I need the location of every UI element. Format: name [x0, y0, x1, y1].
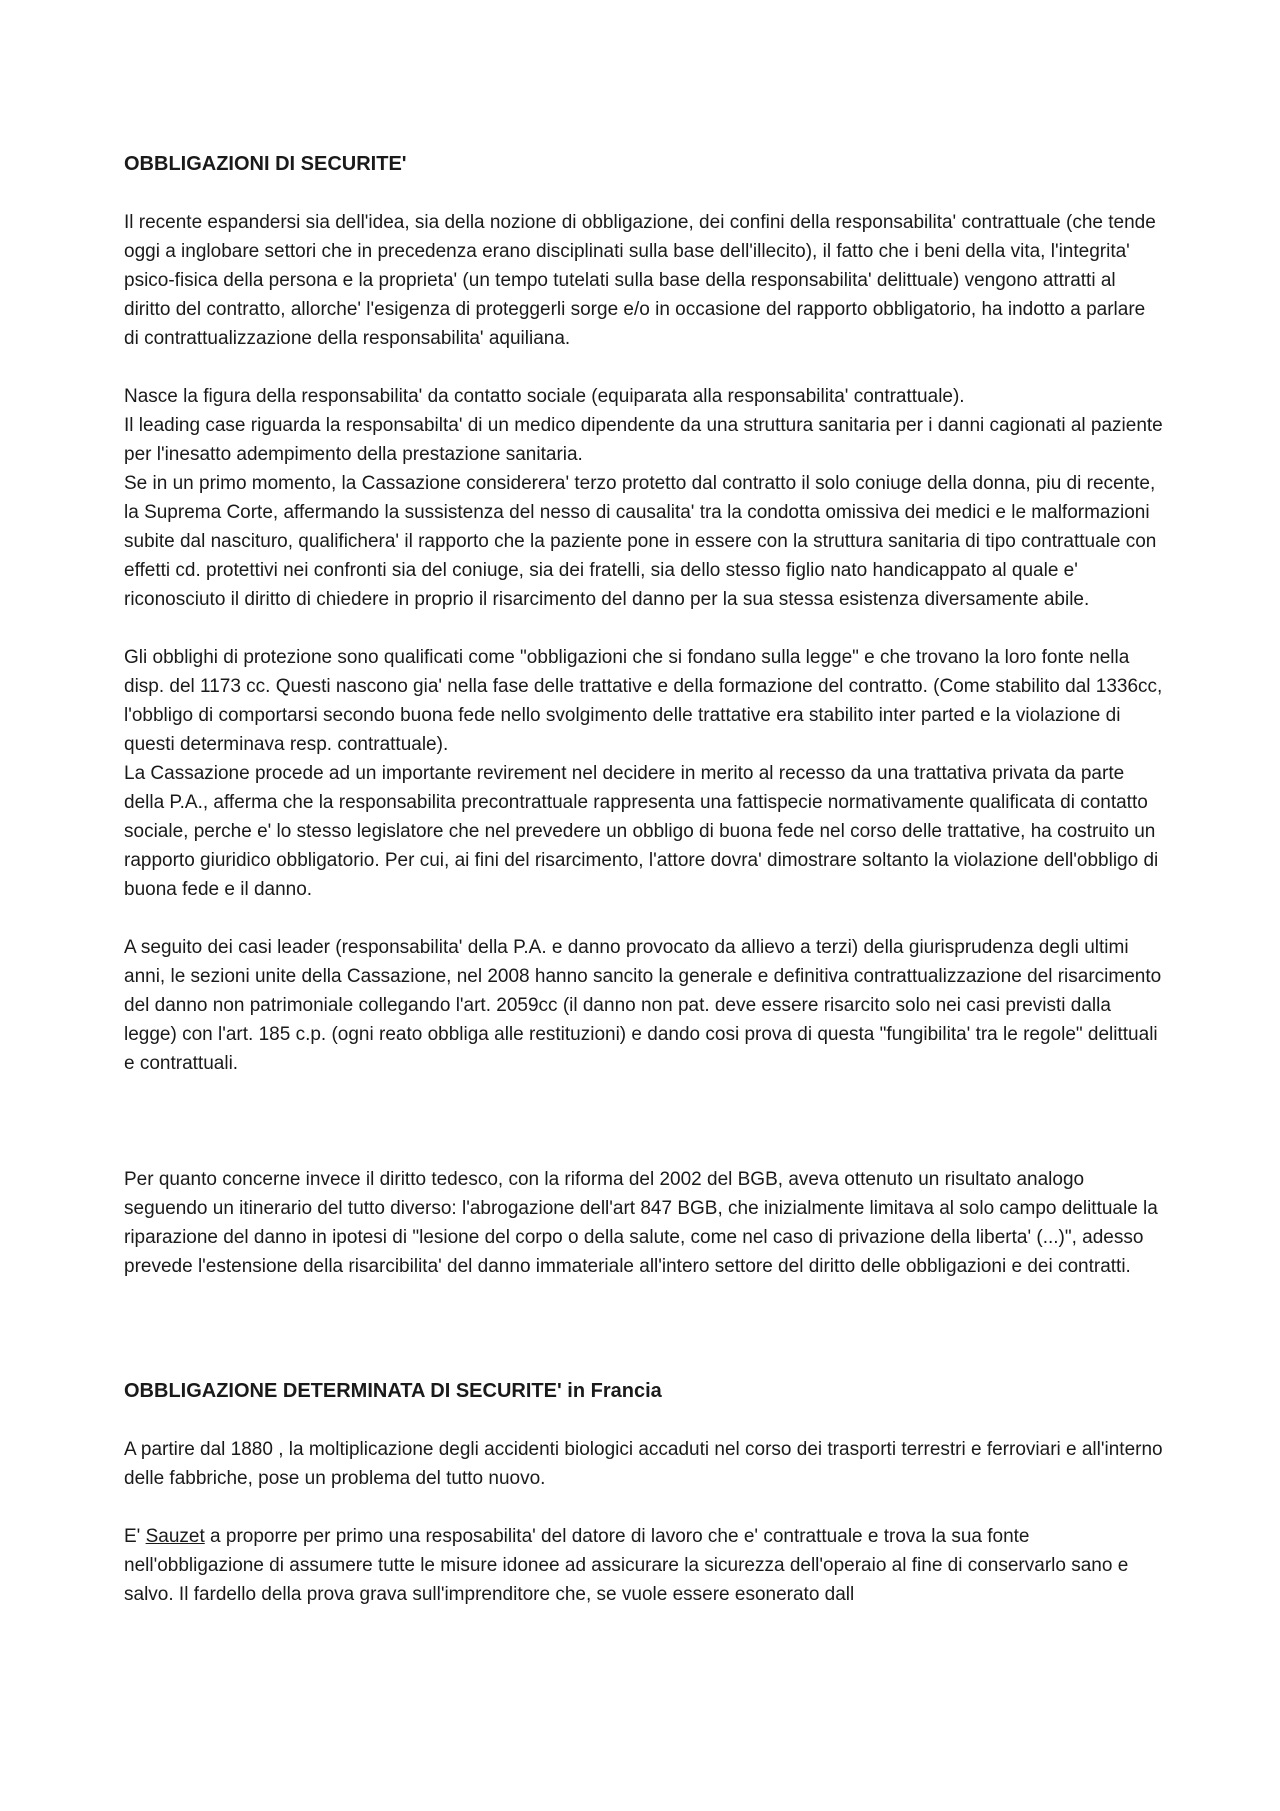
spacer [124, 179, 1164, 208]
paragraph: Nasce la figura della responsabilita' da contatto sociale (equiparata alla responsabilita' contrattuale). [124, 386, 965, 407]
paragraph: Il leading case riguarda la responsabilta' di un medico dipendente da una struttura sanitaria per i danni cagionati al paziente per l'inesatto adempimento della prestazione sanitaria. [124, 415, 1163, 465]
spacer [124, 1281, 1164, 1377]
spacer [124, 614, 1164, 643]
paragraph: A seguito dei casi leader (responsabilita' della P.A. e danno provocato da allievo a terzi) della giurisprudenza degli ultimi anni, le sezioni unite della Cassazione, nel 2008 hanno sancito la generale e definitiva contrattualizzazione del risarcimento del danno non patrimoniale collegando l'art. 2059cc (il danno non pat. deve essere risarcito solo nei casi previsti dalla legge) con l'art. 185 c.p. (ogni reato obbliga alle restituzioni) e dando cosi prova di questa "fungibilita' tra le regole" delittuali e contrattuali. [124, 937, 1162, 1074]
spacer [124, 904, 1164, 933]
paragraph [124, 1522, 1164, 1609]
section-title: OBBLIGAZIONI DI SECURITE' [124, 153, 407, 175]
paragraph-text: a proporre per primo una resposabilita' del datore di lavoro che e' contrattuale e trova la sua fonte nell'obbligazione di assumere tutte le misure idonee ad assicurare la sicurezza dell'operaio al fine di conservarlo sano e salvo. Il fardello della prova grava sull'imprenditore che, se vuole essere esonerato dall [124, 1526, 1129, 1605]
paragraph-prefix: E' [124, 1526, 146, 1547]
section-title: OBBLIGAZIONE DETERMINATA DI SECURITE' in Francia [124, 1380, 662, 1402]
paragraph: Gli obblighi di protezione sono qualificati come "obbligazioni che si fondano sulla legge" e che trovano la loro fonte nella disp. del 1173 cc. Questi nascono gia' nella fase delle trattative e della formazione del contratto. (Come stabilito dal 1336cc, l'obbligo di comportarsi secondo buona fede nello svolgimento delle trattative era stabilito inter parted e la violazione di questi determinava resp. contrattuale). [124, 647, 1163, 755]
paragraph: Se in un primo momento, la Cassazione considerera' terzo protetto dal contratto il solo coniuge della donna, piu di recente, la Suprema Corte, affermando la sussistenza del nesso di causalita' tra la condotta omissiva dei medici e le malformazioni subite dal nascituro, qualifichera' il rapporto che la paziente pone in essere con la struttura sanitaria di tipo contrattuale con effetti cd. protettivi nei confronti sia del coniuge, sia dei fratelli, sia dello stesso figlio nato handicappato al quale e' riconosciuto il diritto di chiedere in proprio il risarcimento del danno per la sua stessa esistenza diversamente abile. [124, 473, 1157, 610]
paragraph: La Cassazione procede ad un importante revirement nel decidere in merito al recesso da una trattativa privata da parte della P.A., afferma che la responsabilita precontrattuale rappresenta una fattispecie normativamente qualificata di contatto sociale, perche e' lo stesso legislatore che nel prevedere un obbligo di buona fede nel corso delle trattative, ha costruito un rapporto giuridico obbligatorio. Per cui, ai fini del risarcimento, l'attore dovra' dimostrare soltanto la violazione dell'obbligo di buona fede e il danno. [124, 763, 1159, 900]
spacer [124, 1493, 1164, 1522]
spacer [124, 1078, 1164, 1165]
paragraph: Per quanto concerne invece il diritto tedesco, con la riforma del 2002 del BGB, aveva ottenuto un risultato analogo seguendo un itinerario del tutto diverso: l'abrogazione dell'art 847 BGB, che inizialmente limitava al solo campo delittuale la riparazione del danno in ipotesi di "lesione del corpo o della salute, come nel caso di privazione della liberta' (...)", adesso prevede l'estensione della risarcibilita' del danno immateriale all'intero settore del diritto delle obbligazioni e dei contratti. [124, 1169, 1158, 1277]
paragraph: Il recente espandersi sia dell'idea, sia della nozione di obbligazione, dei confini della responsabilita' contrattuale (che tende oggi a inglobare settori che in precedenza erano disciplinati sulla base dell'illecito), il fatto che i beni della vita, l'integrita' psico-fisica della persona e la proprieta' (un tempo tutelati sulla base della responsabilita' delittuale) vengono attratti al diritto del contratto, allorche' l'esigenza di proteggerli sorge e/o in occasione del rapporto obbligatorio, ha indotto a parlare di contrattualizzazione della responsabilita' aquiliana. [124, 212, 1156, 349]
author-name: Sauzet [145, 1526, 205, 1547]
paragraph: A partire dal 1880 , la moltiplicazione degli accidenti biologici accaduti nel corso dei trasporti terrestri e ferroviari e all'interno delle fabbriche, pose un problema del tutto nuovo. [124, 1439, 1163, 1489]
spacer [124, 1406, 1164, 1435]
spacer [124, 353, 1164, 382]
document-body [124, 150, 1164, 1609]
